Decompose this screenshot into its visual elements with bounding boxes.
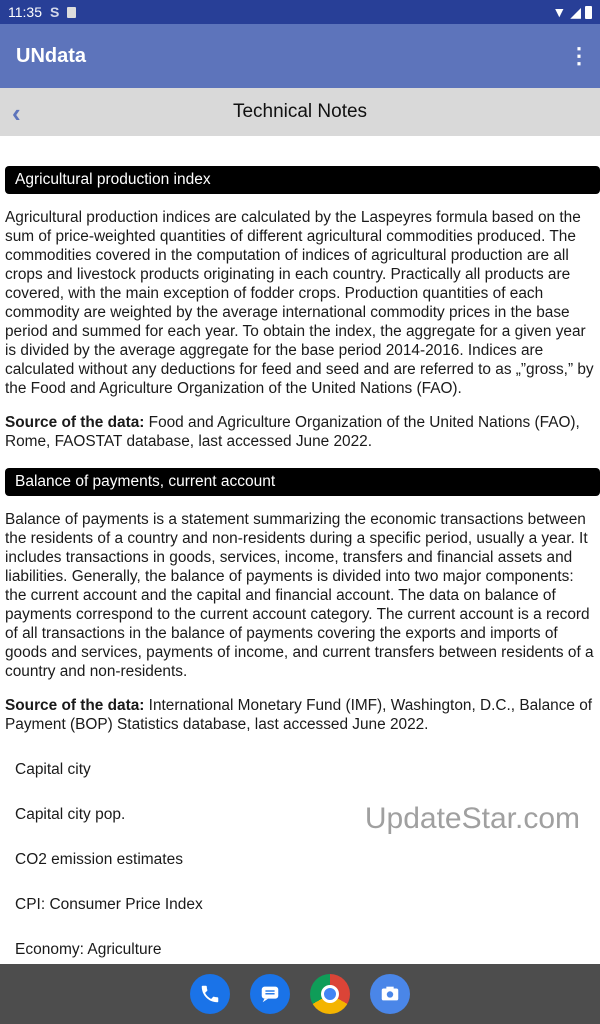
overflow-menu-icon[interactable]: ⋮ — [568, 43, 590, 68]
status-bar — [0, 0, 600, 24]
back-chevron-icon[interactable]: ‹ — [12, 98, 21, 128]
battery-icon — [585, 6, 592, 19]
messages-icon[interactable] — [250, 974, 290, 1014]
sub-header — [0, 88, 600, 136]
section-header: Agricultural production index — [5, 166, 600, 194]
technical-notes-content[interactable] — [0, 136, 600, 979]
list-item[interactable]: CO2 emission estimates — [15, 851, 183, 868]
section-source — [5, 696, 600, 734]
topic-list — [5, 754, 600, 979]
source-text: Food and Agriculture Organization of the United Nations (FAO), Rome, FAOSTAT database, last accessed June 2022. — [5, 414, 580, 450]
sync-icon: S — [50, 4, 60, 20]
section-body: Agricultural production indices are calculated by the Laspeyres formula based on the sum of price-weighted quantities of different agricultural commodities produced. The commodities covered in the computation of indices of agricultural production are all crops and livestock products originating in each country. Practically all products are covered, with the main exception of fodder crops. Production quantities of each commodity are weighted by the average international commodity prices in the base period and summed for each year. To obtain the index, the aggregate for a given year is divided by the average aggregate for the base period 2014-2016. Indices are calculated without any deductions for feed and seed and are referred to as „”gross,” by the Food and Agriculture Organization of the United Nations (FAO). — [5, 209, 594, 397]
section-header: Balance of payments, current account — [5, 468, 600, 496]
sd-card-icon — [67, 7, 76, 18]
phone-icon[interactable] — [190, 974, 230, 1014]
list-item[interactable]: Capital city pop. — [15, 806, 126, 823]
section-body: Balance of payments is a statement summarizing the economic transactions between the residents of a country and non-residents during a specific period, usually a year. It includes transactions in goods, services, income, transfers and financial assets and liabilities. Generally, the balance of payments is divided into two major components: the current account and the capital and financial account. The data on balance of payments correspond to the current account category. The current account is a record of all transactions in the balance of payments covering the exports and imports of goods and services, payments of income, and current transfers between residents of a country and non-residents. — [5, 511, 594, 680]
list-item[interactable]: Capital city — [15, 761, 91, 778]
source-text: International Monetary Fund (IMF), Washington, D.C., Balance of Payment (BOP) Statistics database, last accessed June 2022. — [5, 697, 593, 733]
wifi-icon: ▼ — [552, 4, 567, 20]
chrome-icon[interactable] — [310, 974, 350, 1014]
chrome-icon-center — [321, 985, 339, 1003]
list-item[interactable]: CPI: Consumer Price Index — [15, 896, 203, 913]
signal-icon: ◢ — [570, 3, 581, 20]
section-source — [5, 413, 600, 451]
app-title: UNdata — [16, 44, 87, 67]
status-time: 11:35 — [8, 4, 42, 20]
page-title: Technical Notes — [232, 101, 368, 122]
app-bar — [0, 24, 600, 88]
camera-icon[interactable] — [370, 974, 410, 1014]
source-label: Source of the data: — [5, 414, 145, 431]
dock — [0, 964, 600, 1024]
watermark: UpdateStar.com — [364, 802, 580, 835]
list-item[interactable]: Economy: Agriculture — [15, 941, 162, 958]
source-label: Source of the data: — [5, 697, 145, 714]
